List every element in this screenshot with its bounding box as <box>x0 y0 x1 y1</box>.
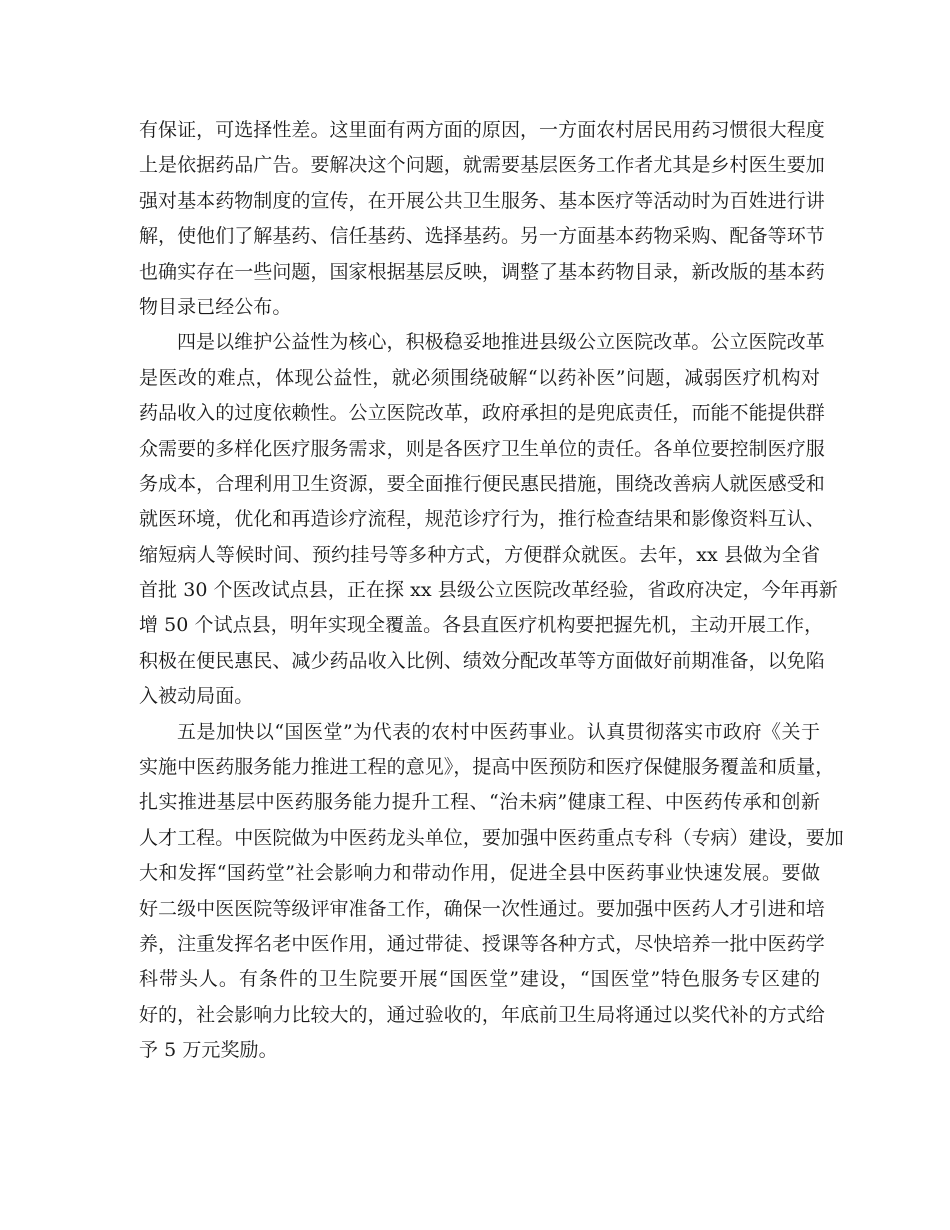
text-line: 是医改的难点，体现公益性，就必须围绕破解“以药补医”问题，减弱医疗机构对 <box>139 366 820 389</box>
text-line: 众需要的多样化医疗服务需求，则是各医疗卫生单位的责任。各单位要控制医疗服 <box>139 437 825 460</box>
text-line: 积极在便民惠民、减少药品收入比例、绩效分配改革等方面做好前期准备，以免陷 <box>139 649 825 672</box>
text-line: 扎实推进基层中医药服务能力提升工程、“治未病”健康工程、中医药传承和创新 <box>139 791 820 814</box>
text-line: 人才工程。中医院做为中医药龙头单位，要加强中医药重点专科（专病）建设，要加 <box>139 826 844 849</box>
text-line: 上是依据药品广告。要解决这个问题，就需要基层医务工作者尤其是乡村医生要加 <box>139 154 825 177</box>
text-line: 科带头人。有条件的卫生院要开展“国医堂”建设，“国医堂”特色服务专区建的 <box>139 968 820 991</box>
text-line: 务成本，合理利用卫生资源，要全面推行便民惠民措施，围绕改善病人就医感受和 <box>139 472 825 495</box>
text-line: 实施中医药服务能力推进工程的意见》，提高中医预防和医疗保健服务覆盖和质量， <box>139 756 835 779</box>
paragraph-3 <box>139 715 844 1069</box>
text-line: 好的，社会影响力比较大的，通过验收的，年底前卫生局将通过以奖代补的方式给 <box>139 1003 825 1026</box>
body-text <box>139 113 844 1069</box>
text-line: 有保证，可选择性差。这里面有两方面的原因，一方面农村居民用药习惯很大程度 <box>139 119 825 141</box>
text-line: 大和发挥“国药堂”社会影响力和带动作用，促进全县中医药事业快速发展。要做 <box>139 862 820 885</box>
text-line: 予 5 万元奖励。 <box>139 1039 278 1062</box>
text-line: 五是加快以“国医堂”为代表的农村中医药事业。认真贯彻落实市政府《关于 <box>177 720 820 743</box>
text-line: 就医环境，优化和再造诊疗流程，规范诊疗行为，推行检查结果和影像资料互认、 <box>139 508 825 531</box>
paragraph-2 <box>139 325 838 714</box>
paragraph-1 <box>139 113 825 325</box>
text-line: 强对基本药物制度的宣传，在开展公共卫生服务、基本医疗等活动时为百姓进行讲 <box>139 189 825 212</box>
text-line: 解，使他们了解基药、信任基药、选择基药。另一方面基本药物采购、配备等环节 <box>139 225 825 248</box>
text-line: 物目录已经公布。 <box>139 295 292 318</box>
text-line: 增 50 个试点县，明年实现全覆盖。各县直医疗机构要把握先机，主动开展工作， <box>139 614 824 637</box>
text-line: 好二级中医医院等级评审准备工作，确保一次性通过。要加强中医药人才引进和培 <box>139 897 825 920</box>
text-line: 药品收入的过度依赖性。公立医院改革，政府承担的是兜底责任，而能不能提供群 <box>139 402 825 425</box>
text-line: 入被动局面。 <box>139 685 254 708</box>
text-line: 缩短病人等候时间、预约挂号等多种方式，方便群众就医。去年，xx 县做为全省 <box>139 543 820 566</box>
text-line: 四是以维护公益性为核心，积极稳妥地推进县级公立医院改革。公立医院改革 <box>177 331 825 354</box>
text-line: 养，注重发挥名老中医作用，通过带徒、授课等各种方式，尽快培养一批中医药学 <box>139 932 825 955</box>
text-line: 也确实存在一些问题，国家根据基层反映，调整了基本药物目录，新改版的基本药 <box>139 260 825 283</box>
text-line: 首批 30 个医改试点县，正在探 xx 县级公立医院改革经验，省政府决定，今年再新 <box>139 579 838 602</box>
